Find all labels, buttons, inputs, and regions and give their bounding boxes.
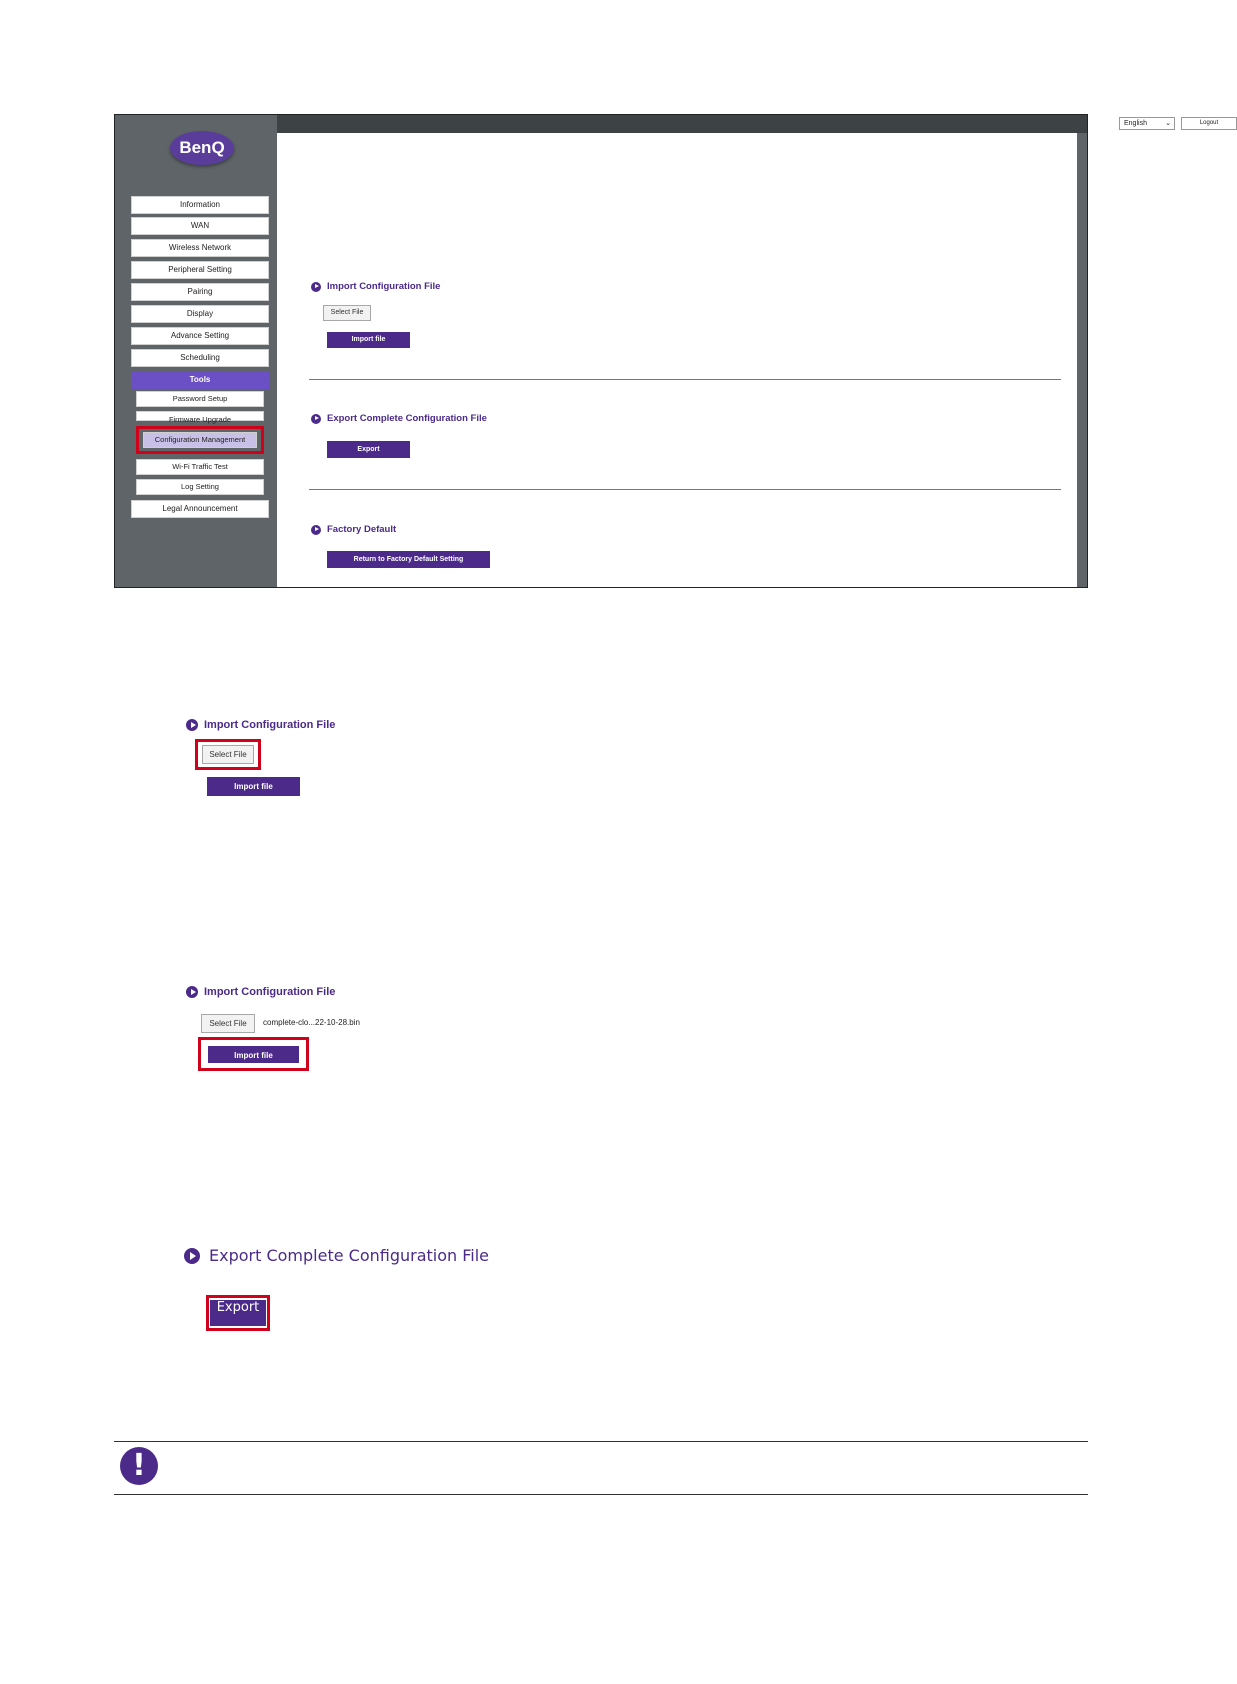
sidebar-sub-password-setup[interactable]: Password Setup <box>136 391 264 407</box>
export-section-title <box>311 413 487 424</box>
sidebar-sub-wifi-traffic-test[interactable]: Wi-Fi Traffic Test <box>136 459 264 475</box>
import-section-label: Import Configuration File <box>327 281 441 292</box>
selected-filename: complete-clo...22-10-28.bin <box>263 1018 360 1027</box>
play-circle-icon <box>184 1248 200 1264</box>
main-content <box>277 133 1077 587</box>
sidebar-sub-log-setting[interactable]: Log Setting <box>136 479 264 495</box>
select-file-button[interactable]: Select File <box>323 305 371 321</box>
sidebar <box>115 115 277 587</box>
note-top-rule <box>114 1441 1088 1442</box>
sidebar-item-pairing[interactable]: Pairing <box>131 283 269 301</box>
import-section-label: Import Configuration File <box>204 719 336 731</box>
sidebar-item-peripheral-setting[interactable]: Peripheral Setting <box>131 261 269 279</box>
export-section-label: Export Complete Configuration File <box>209 1246 490 1265</box>
highlight-box <box>198 1037 309 1071</box>
sidebar-item-information[interactable]: Information <box>131 196 269 214</box>
highlight-box <box>206 1295 270 1331</box>
language-value: English <box>1124 120 1147 127</box>
sidebar-item-legal-announcement[interactable]: Legal Announcement <box>131 500 269 518</box>
import-section-title <box>311 281 440 292</box>
import-file-button[interactable]: Import file <box>207 777 300 796</box>
note-bottom-rule <box>114 1494 1088 1495</box>
sidebar-item-display[interactable]: Display <box>131 305 269 323</box>
sidebar-item-tools[interactable]: Tools <box>131 371 269 389</box>
chevron-down-icon: ⌄ <box>1165 120 1171 127</box>
configuration-screenshot <box>114 114 1219 588</box>
import-section-title <box>186 986 335 998</box>
play-circle-icon <box>186 986 198 998</box>
import-section-title <box>186 719 335 731</box>
scrollbar[interactable] <box>1077 133 1087 587</box>
export-button[interactable]: Export <box>327 441 410 458</box>
import-section-label: Import Configuration File <box>204 986 336 998</box>
sidebar-sub-firmware-upgrade[interactable]: Firmware Upgrade <box>136 411 264 421</box>
highlight-box <box>195 739 261 770</box>
play-circle-icon <box>186 719 198 731</box>
play-circle-icon <box>311 414 321 424</box>
logout-button[interactable]: Logout <box>1181 117 1237 130</box>
export-section-title <box>184 1246 489 1265</box>
divider <box>309 489 1061 490</box>
import-file-button[interactable]: Import file <box>327 332 410 348</box>
language-select[interactable] <box>1119 117 1175 130</box>
play-circle-icon <box>311 282 321 292</box>
sidebar-item-wireless-network[interactable]: Wireless Network <box>131 239 269 257</box>
sidebar-item-advance-setting[interactable]: Advance Setting <box>131 327 269 345</box>
select-file-button[interactable]: Select File <box>202 745 254 764</box>
sidebar-sub-configuration-management[interactable]: Configuration Management <box>143 432 257 448</box>
highlight-box <box>136 426 264 454</box>
benq-logo: BenQ <box>170 131 234 165</box>
play-circle-icon <box>311 525 321 535</box>
factory-default-button[interactable]: Return to Factory Default Setting <box>327 551 490 568</box>
sidebar-item-scheduling[interactable]: Scheduling <box>131 349 269 367</box>
factory-section-title <box>311 524 396 535</box>
import-file-button[interactable]: Import file <box>207 1045 300 1064</box>
divider <box>309 379 1061 380</box>
export-section-label: Export Complete Configuration File <box>327 413 487 424</box>
sidebar-item-wan[interactable]: WAN <box>131 217 269 235</box>
export-button[interactable]: Export <box>210 1300 266 1326</box>
exclamation-icon: ! <box>120 1447 158 1485</box>
top-bar <box>277 115 1219 133</box>
factory-section-label: Factory Default <box>327 524 397 535</box>
select-file-button[interactable]: Select File <box>201 1014 255 1033</box>
